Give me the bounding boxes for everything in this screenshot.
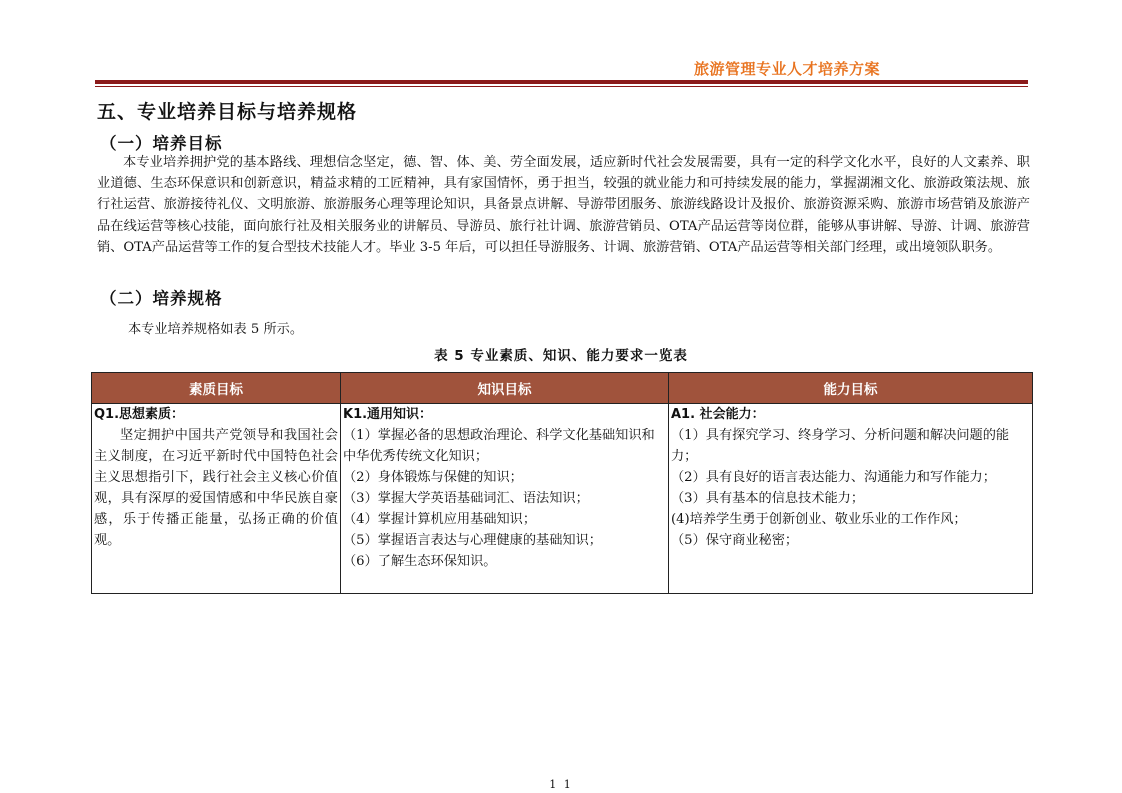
ability-item: （1）具有探究学习、终身学习、分析问题和解决问题的能力； — [671, 428, 1010, 464]
quality-text: 坚定拥护中国共产党领导和我国社会主义制度，在习近平新时代中国特色社会主义思想指引下，践行社会主义核心价值观，具有深厚的爱国情感和中华民族自豪感，乐于传播正能量，弘扬正确的价值观。 — [94, 428, 338, 548]
table-row — [92, 404, 1033, 594]
ability-item: （3）具有基本的信息技术能力； — [671, 491, 865, 506]
knowledge-item: （1）掌握必备的思想政治理论、科学文化基础知识和中华优秀传统文化知识； — [343, 428, 655, 464]
ability-item: (4)培养学生勇于创新创业、敬业乐业的工作作风； — [671, 512, 967, 527]
header-rule-thin — [95, 86, 1028, 87]
header-quality: 素质目标 — [92, 373, 341, 404]
knowledge-item: （3）掌握大学英语基础词汇、语法知识； — [343, 491, 589, 506]
page-number: 1 1 — [549, 778, 573, 791]
table-caption: 表 5 专业素质、知识、能力要求一览表 — [434, 348, 688, 364]
ability-category: A1. 社会能力： — [671, 407, 765, 422]
section-heading: 五、专业培养目标与培养规格 — [97, 101, 358, 123]
subsection-heading-specs: （二）培养规格 — [100, 289, 223, 308]
knowledge-item: （5）掌握语言表达与心理健康的基础知识； — [343, 533, 602, 548]
document-title: 旅游管理专业人才培养方案 — [693, 60, 880, 78]
table-header-row — [92, 373, 1033, 404]
requirements-table — [91, 372, 1033, 594]
quality-category: Q1.思想素质： — [94, 407, 185, 422]
quality-cell — [92, 404, 341, 594]
table-reference-note: 本专业培养规格如表 5 所示。 — [128, 322, 304, 337]
ability-item: （2）具有良好的语言表达能力、沟通能力和写作能力； — [671, 470, 996, 485]
knowledge-category: K1.通用知识： — [343, 407, 433, 422]
goals-paragraph: 本专业培养拥护党的基本路线、理想信念坚定，德、智、体、美、劳全面发展，适应新时代社会发展需要，具有一定的科学文化水平，良好的人文素养、职业道德、生态环保意识和创新意识，精益求精的工匠精神，具有家国情怀，勇于担当，较强的就业能力和可持续发展的能力，掌握湖湘文化、旅游政策法规、旅行社运营、旅游接待礼仪、文明旅游、旅游服务心理等理论知识，具备景点讲解、导游带团服务、旅游线路设计及报价、旅游资源采购、旅游市场营销及旅游产品在线运营等核心技能，面向旅行社及相关服务业的讲解员、导游员、旅行社计调、旅游营销员、OTA产品运营等岗位群，能够从事讲解、导游、计调、旅游营销、OTA产品运营等工作的复合型技术技能人才。毕业 3-5 年后，可以担任导游服务、计调、旅游营销、OTA产品运营等相关部门经理，或出境领队职务。 — [97, 155, 1030, 255]
ability-item: （5）保守商业秘密； — [671, 533, 799, 548]
header-knowledge: 知识目标 — [341, 373, 669, 404]
knowledge-item: （2）身体锻炼与保健的知识； — [343, 470, 523, 485]
ability-cell — [669, 404, 1033, 594]
knowledge-cell — [341, 404, 669, 594]
header-rule — [95, 80, 1028, 84]
knowledge-item: （6）了解生态环保知识。 — [343, 554, 497, 569]
header-ability: 能力目标 — [669, 373, 1033, 404]
subsection-heading-goals: （一）培养目标 — [100, 134, 223, 153]
knowledge-item: （4）掌握计算机应用基础知识； — [343, 512, 537, 527]
